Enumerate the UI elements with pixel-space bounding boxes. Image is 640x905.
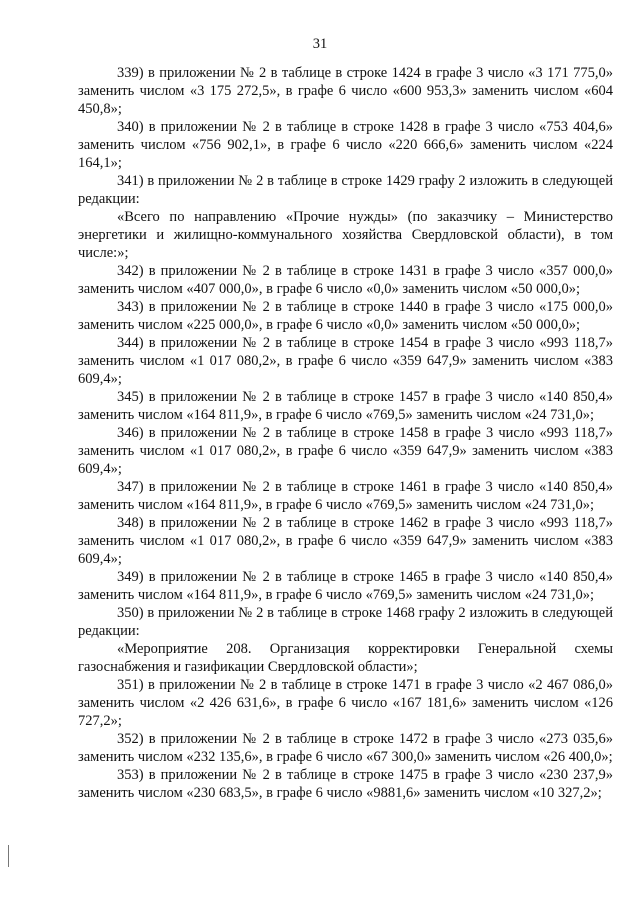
paragraph-339: 339) в приложении № 2 в таблице в строке 1424 в графе 3 число «3 171 775,0» заменить числом «3 175 272,5», в графе 6 число «600 953,3» заменить числом «604 450,8»;: [78, 65, 613, 117]
paragraph-341: 341) в приложении № 2 в таблице в строке 1429 графу 2 изложить в следующей редакции:: [78, 173, 613, 207]
paragraph-351: 351) в приложении № 2 в таблице в строке 1471 в графе 3 число «2 467 086,0» заменить числом «2 426 631,6», в графе 6 число «167 181,6» заменить числом «126 727,2»;: [78, 677, 613, 729]
document-body: [78, 64, 613, 802]
paragraph-350-quote: «Мероприятие 208. Организация корректировки Генеральной схемы газоснабжения и газификации Свердловской области»;: [78, 641, 613, 675]
paragraph-341-quote: «Всего по направлению «Прочие нужды» (по заказчику – Министерство энергетики и жилищно-коммунального хозяйства Свердловской области), в том числе:»;: [78, 209, 613, 261]
paragraph-342: 342) в приложении № 2 в таблице в строке 1431 в графе 3 число «357 000,0» заменить числом «407 000,0», в графе 6 число «0,0» заменить числом «50 000,0»;: [78, 263, 613, 297]
paragraph-345: 345) в приложении № 2 в таблице в строке 1457 в графе 3 число «140 850,4» заменить числом «164 811,9», в графе 6 число «769,5» заменить числом «24 731,0»;: [78, 389, 613, 423]
paragraph-347: 347) в приложении № 2 в таблице в строке 1461 в графе 3 число «140 850,4» заменить числом «164 811,9», в графе 6 число «769,5» заменить числом «24 731,0»;: [78, 479, 613, 513]
paragraph-340: 340) в приложении № 2 в таблице в строке 1428 в графе 3 число «753 404,6» заменить числом «756 902,1», в графе 6 число «220 666,6» заменить числом «224 164,1»;: [78, 119, 613, 171]
page-number: 31: [312, 36, 328, 52]
paragraph-348: 348) в приложении № 2 в таблице в строке 1462 в графе 3 число «993 118,7» заменить числом «1 017 080,2», в графе 6 число «359 647,9» заменить числом «383 609,4»;: [78, 515, 613, 567]
paragraph-344: 344) в приложении № 2 в таблице в строке 1454 в графе 3 число «993 118,7» заменить числом «1 017 080,2», в графе 6 число «359 647,9» заменить числом «383 609,4»;: [78, 335, 613, 387]
paragraph-346: 346) в приложении № 2 в таблице в строке 1458 в графе 3 число «993 118,7» заменить числом «1 017 080,2», в графе 6 число «359 647,9» заменить числом «383 609,4»;: [78, 425, 613, 477]
paragraph-343: 343) в приложении № 2 в таблице в строке 1440 в графе 3 число «175 000,0» заменить числом «225 000,0», в графе 6 число «0,0» заменить числом «50 000,0»;: [78, 299, 613, 333]
paragraph-353: 353) в приложении № 2 в таблице в строке 1475 в графе 3 число «230 237,9» заменить числом «230 683,5», в графе 6 число «9881,6» заменить числом «10 327,2»;: [78, 767, 613, 801]
scan-edge-mark: [8, 845, 9, 867]
paragraph-350: 350) в приложении № 2 в таблице в строке 1468 графу 2 изложить в следующей редакции:: [78, 605, 613, 639]
paragraph-349: 349) в приложении № 2 в таблице в строке 1465 в графе 3 число «140 850,4» заменить числом «164 811,9», в графе 6 число «769,5» заменить числом «24 731,0»;: [78, 569, 613, 603]
paragraph-352: 352) в приложении № 2 в таблице в строке 1472 в графе 3 число «273 035,6» заменить числом «232 135,6», в графе 6 число «67 300,0» заменить числом «26 400,0»;: [78, 731, 613, 765]
